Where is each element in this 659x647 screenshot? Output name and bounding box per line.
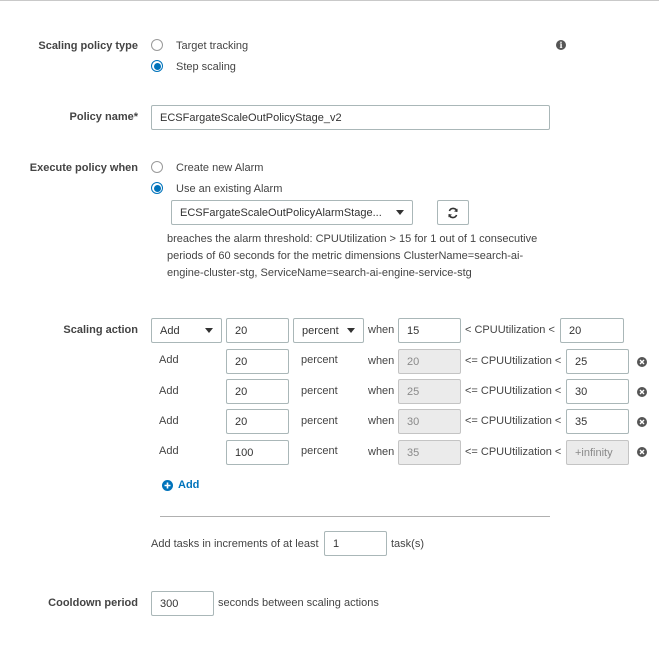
step-condition-label: <= CPUUtilization < [465,385,562,397]
create-new-alarm-label[interactable]: Create new Alarm [176,162,264,174]
target-tracking-label[interactable]: Target tracking [176,40,249,52]
top-border [0,0,659,3]
when-label: when [368,385,395,397]
cooldown-suffix: seconds between scaling actions [218,597,379,609]
step-upper-bound-readonly: +infinity [566,440,629,465]
radio-use-existing-alarm[interactable] [151,182,163,194]
step-action-text: Add [159,415,179,427]
step-amount-input[interactable]: 20 [226,409,289,434]
alarm-description-line: breaches the alarm threshold: CPUUtilization > 15 for 1 out of 1 consecutive [167,233,538,245]
remove-step-icon[interactable] [637,357,647,367]
step-action-text: Add [159,445,179,457]
alarm-description [167,231,567,282]
step-condition-label: <= CPUUtilization < [465,446,562,458]
step-amount-input[interactable]: 20 [226,318,289,343]
step-amount-input[interactable]: 20 [226,349,289,374]
step-lower-bound-readonly: 25 [398,379,461,404]
step-lower-bound-readonly: 30 [398,409,461,434]
step-unit-text: percent [301,385,338,397]
chevron-down-icon [347,328,355,333]
when-label: when [368,446,395,458]
cooldown-input[interactable]: 300 [151,591,214,616]
refresh-icon [447,207,459,219]
remove-step-icon[interactable] [637,417,647,427]
plus-circle-icon [162,480,173,491]
step-action-text: Add [159,385,179,397]
close-icon [639,419,645,425]
when-label: when [368,415,395,427]
when-label: when [368,324,395,336]
when-label: when [368,355,395,367]
step-upper-bound-input[interactable]: 30 [566,379,629,404]
increments-suffix: task(s) [391,538,424,550]
increments-input[interactable]: 1 [324,531,387,556]
step-unit-select[interactable] [293,318,364,343]
step-condition-label: <= CPUUtilization < [465,415,562,427]
step-unit-text: percent [301,445,338,457]
step-upper-bound-input[interactable]: 20 [560,318,624,343]
step-scaling-label[interactable]: Step scaling [176,61,236,73]
add-step-label[interactable]: Add [178,479,200,491]
policy-name-label: Policy name* [69,111,138,123]
add-step-button[interactable] [162,479,199,491]
cooldown-label: Cooldown period [48,597,138,609]
scaling-action-label: Scaling action [63,324,138,336]
remove-step-icon[interactable] [637,387,647,397]
step-action-text: Add [159,354,179,366]
refresh-alarms-button[interactable] [437,200,469,225]
radio-create-new-alarm[interactable] [151,161,163,173]
alarm-description-line: engine-cluster-stg, ServiceName=search-ai-engine-service-stg [167,267,472,279]
use-existing-alarm-label[interactable]: Use an existing Alarm [176,183,283,195]
step-lower-bound-readonly: 35 [398,440,461,465]
step-amount-input[interactable]: 20 [226,379,289,404]
close-icon [639,389,645,395]
scaling-policy-type-label: Scaling policy type [38,40,138,52]
chevron-down-icon [205,328,213,333]
step-unit-value: percent [302,324,339,337]
step-amount-input[interactable]: 100 [226,440,289,465]
radio-target-tracking[interactable] [151,39,163,51]
execute-policy-label: Execute policy when [29,162,138,174]
close-icon [639,359,645,365]
radio-selected-dot [154,63,161,70]
alarm-select-value: ECSFargateScaleOutPolicyAlarmStage... [180,206,382,219]
policy-name-input[interactable]: ECSFargateScaleOutPolicyStage_v2 [151,105,550,130]
step-unit-text: percent [301,354,338,366]
remove-step-icon[interactable] [637,447,647,457]
step-action-value: Add [160,324,180,337]
chevron-down-icon [396,210,404,215]
step-condition-label: <= CPUUtilization < [465,355,562,367]
step-upper-bound-input[interactable]: 35 [566,409,629,434]
step-lower-bound-readonly: 20 [398,349,461,374]
increments-label: Add tasks in increments of at least [151,538,319,550]
radio-selected-dot [154,185,161,192]
step-lower-bound-input[interactable]: 15 [398,318,461,343]
close-icon [639,449,645,455]
info-icon[interactable]: i [556,40,566,50]
alarm-description-line: periods of 60 seconds for the metric dimensions ClusterName=search-ai- [167,250,524,262]
step-action-select[interactable] [151,318,222,343]
step-unit-text: percent [301,415,338,427]
alarm-select[interactable] [171,200,413,225]
step-upper-bound-input[interactable]: 25 [566,349,629,374]
section-divider [160,516,550,517]
radio-step-scaling[interactable] [151,60,163,72]
step-condition-label: < CPUUtilization < [465,324,555,336]
